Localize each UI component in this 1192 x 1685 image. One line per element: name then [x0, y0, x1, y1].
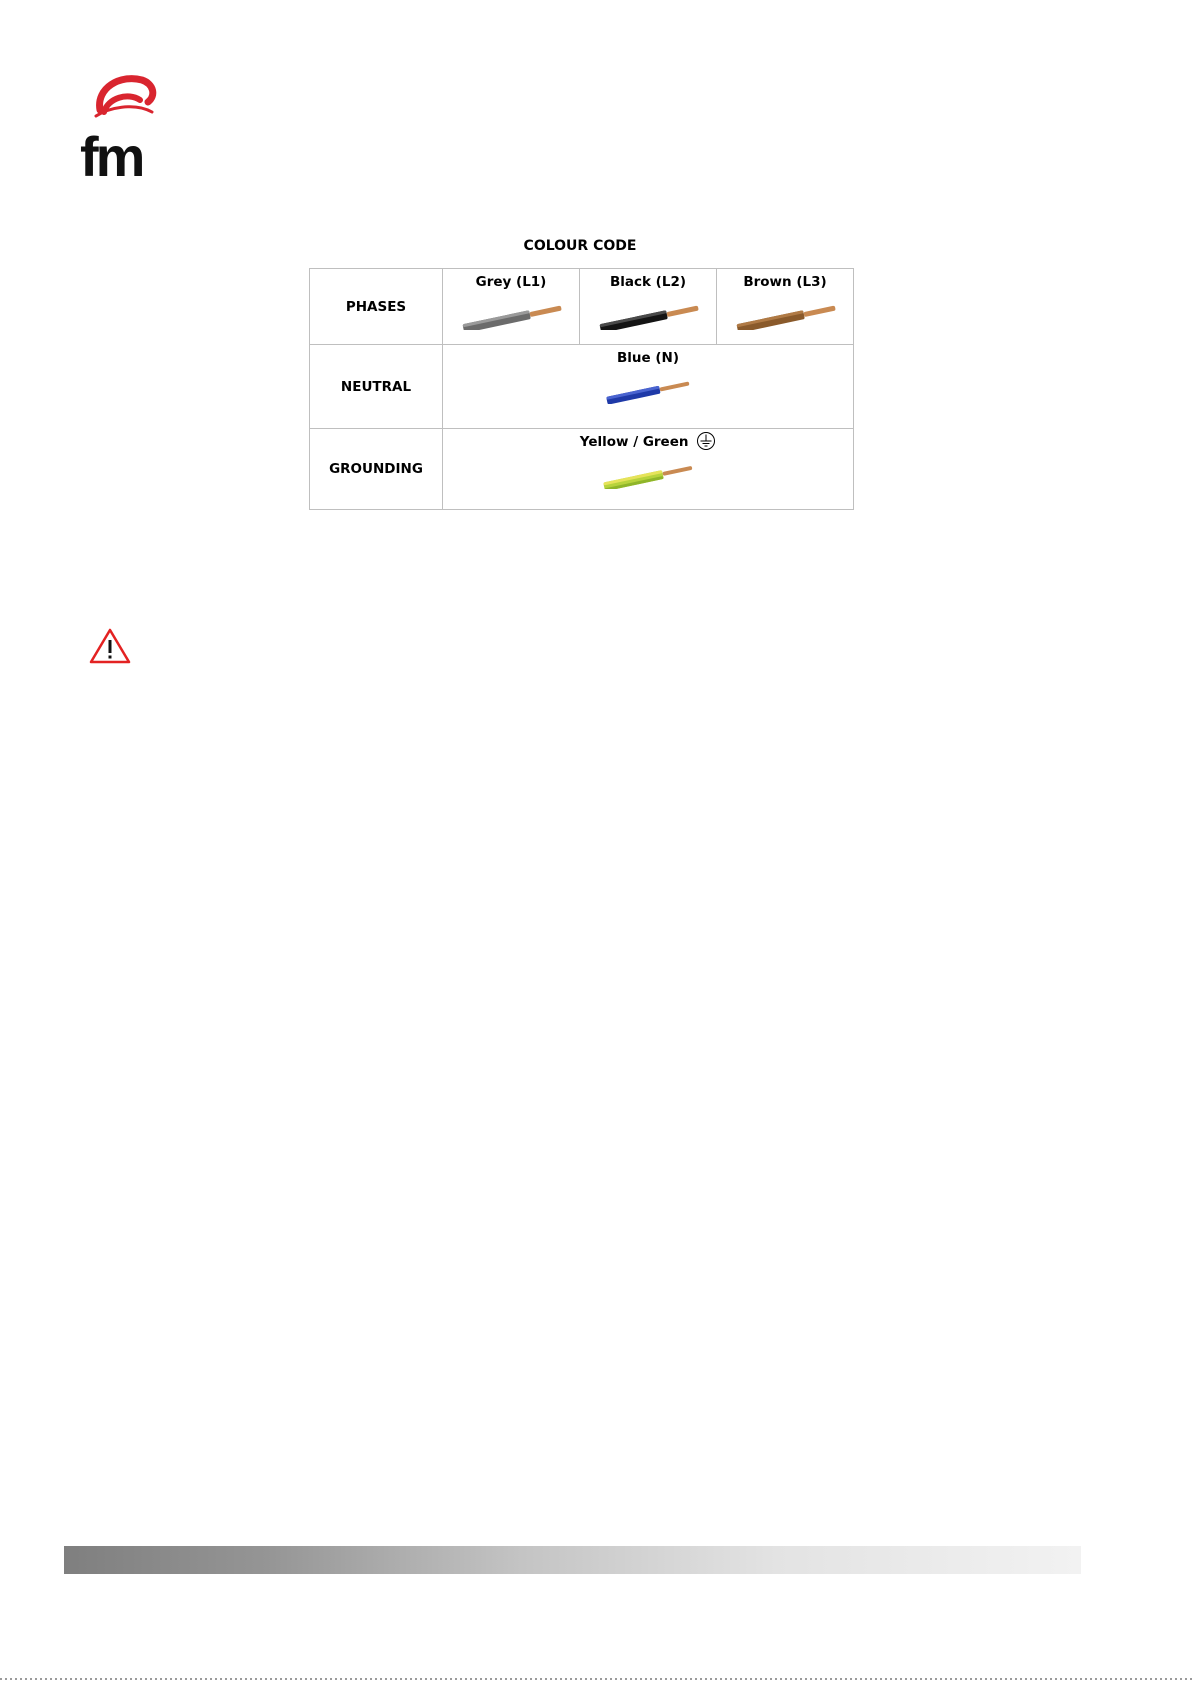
- table-title: COLOUR CODE: [523, 238, 637, 254]
- wire-label: Yellow / Green: [579, 434, 689, 450]
- earth-ground-icon: [696, 431, 716, 451]
- wire-label: Blue (N): [616, 350, 680, 366]
- wire-cell-grey: [443, 269, 580, 345]
- warning-icon: [88, 627, 132, 665]
- wire-cell-brown: [717, 269, 854, 345]
- bottom-dotted-line: [0, 1678, 1192, 1680]
- wire-cell-blue: [443, 345, 854, 429]
- row-label-phases: PHASES: [310, 269, 443, 345]
- table-row: [310, 269, 854, 345]
- brown-wire-icon: [733, 294, 837, 330]
- black-wire-icon: [596, 294, 700, 330]
- wire-label: Brown (L3): [743, 274, 827, 290]
- grey-wire-icon: [459, 294, 563, 330]
- wire-label: Grey (L1): [475, 274, 547, 290]
- footer-bar: [64, 1546, 1081, 1574]
- row-label-grounding: GROUNDING: [310, 429, 443, 510]
- wire-cell-black: [580, 269, 717, 345]
- wire-label: Black (L2): [609, 274, 687, 290]
- yellow-green-wire-icon: [600, 455, 696, 489]
- fm-logo: [78, 72, 168, 182]
- table-row: [310, 429, 854, 510]
- row-label-neutral: NEUTRAL: [310, 345, 443, 429]
- wire-cell-yellow-green: [443, 429, 854, 510]
- table-row: [310, 345, 854, 429]
- colour-code-table: [309, 268, 854, 510]
- svg-text:fm: fm: [80, 125, 143, 182]
- blue-wire-icon: [603, 370, 693, 404]
